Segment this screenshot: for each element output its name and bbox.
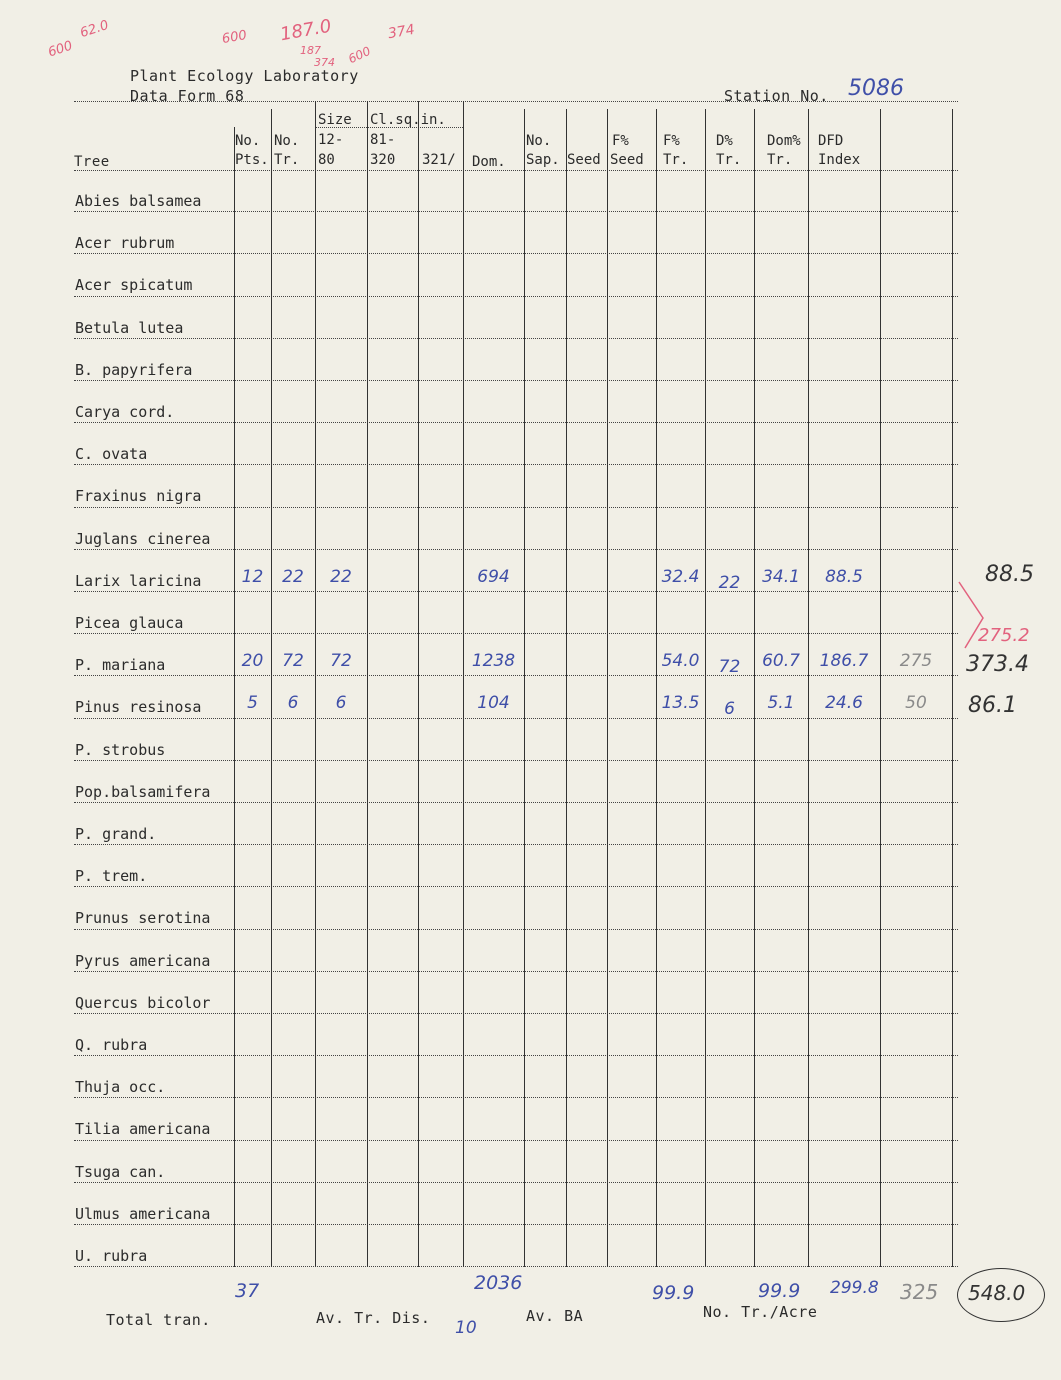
grid-hline xyxy=(74,802,958,803)
cell-dom[interactable]: 104 xyxy=(477,693,510,714)
grid-vline xyxy=(880,109,881,1267)
cell-pts[interactable]: 12 xyxy=(241,566,264,587)
grid-hline xyxy=(74,380,958,381)
grid-hline xyxy=(74,1266,958,1267)
cell-tr[interactable]: 72 xyxy=(282,651,304,672)
grid-vline xyxy=(463,101,464,1267)
tree-name: P. strobus xyxy=(75,740,166,759)
grid-hline xyxy=(74,1140,958,1141)
grid-vline xyxy=(566,109,567,1267)
grid-vline xyxy=(271,109,272,1267)
tree-name: Acer spicatum xyxy=(75,276,193,295)
cell-dfd[interactable]: 24.6 xyxy=(825,693,863,714)
dfd-total: 299.8 xyxy=(830,1278,879,1298)
form-name: Data Form 68 xyxy=(130,87,245,105)
tree-name: Pyrus americana xyxy=(75,951,211,970)
header-size-a-1: Size xyxy=(318,112,352,128)
header-no-pts-1: No. xyxy=(235,133,261,149)
cell-dfd[interactable]: 186.7 xyxy=(819,651,869,672)
grid-hline xyxy=(74,338,958,339)
grid-hline xyxy=(74,1224,958,1225)
cell-domtr[interactable]: 60.7 xyxy=(762,651,800,672)
tree-name: Q. rubra xyxy=(75,1036,148,1054)
av-ba-label: Av. BA xyxy=(526,1307,584,1325)
cell-tr[interactable]: 22 xyxy=(282,566,304,587)
cell-domtr[interactable]: 5.1 xyxy=(767,693,795,714)
grid-vline xyxy=(952,109,953,1267)
grid-hline xyxy=(74,675,958,676)
grid-hline xyxy=(74,844,958,845)
tree-name: P. trem. xyxy=(75,867,148,886)
header-size-b-3: 320 xyxy=(370,152,396,168)
grid-hline xyxy=(74,1097,958,1098)
tree-name: C. ovata xyxy=(75,445,148,464)
red-bracket-mark xyxy=(955,578,995,653)
tree-name: Prunus serotina xyxy=(75,909,211,928)
header-f-seed-2: Seed xyxy=(610,152,644,168)
grid-hline xyxy=(74,170,958,171)
tree-name: Tsuga can. xyxy=(75,1162,166,1181)
header-no-sap-1: No. xyxy=(526,133,552,149)
tree-name: Larix laricina xyxy=(75,571,202,590)
header-size-b-1: Cl.sq.in. xyxy=(370,112,446,128)
tree-name: Picea glauca xyxy=(75,614,184,632)
cell-dom[interactable]: 1238 xyxy=(471,651,516,672)
grid-vline xyxy=(524,109,525,1267)
cell-pts[interactable]: 5 xyxy=(247,693,258,714)
extra-total: 325 xyxy=(900,1280,939,1304)
grid-hline xyxy=(74,929,958,930)
header-seed: Seed xyxy=(567,152,601,168)
tree-name: Thuja occ. xyxy=(75,1078,166,1097)
tree-name: Juglans cinerea xyxy=(75,529,211,548)
grid-vline xyxy=(607,109,608,1267)
total-tran-value: 37 xyxy=(235,1280,260,1302)
tree-name: Ulmus americana xyxy=(75,1204,211,1223)
header-size-a-3: 80 xyxy=(318,152,335,168)
margin-larix: 88.5 xyxy=(985,562,1034,587)
grid-hline xyxy=(74,549,958,550)
grid-hline xyxy=(74,633,958,634)
f-total: 99.9 xyxy=(652,1282,695,1304)
tree-name: Abies balsamea xyxy=(75,192,202,210)
header-size-c: 321/ xyxy=(422,152,456,168)
top-note-1b: 62.0 xyxy=(78,17,111,42)
tree-name: Pinus resinosa xyxy=(75,698,202,717)
circled-total: 548.0 xyxy=(968,1281,1026,1305)
station-label: Station No. xyxy=(724,87,829,105)
header-no-sap-2: Sap. xyxy=(526,152,560,168)
tree-name: Tilia americana xyxy=(75,1120,211,1139)
header-size-a-2: 12- xyxy=(318,132,344,148)
grid-hline xyxy=(74,507,958,508)
grid-vline xyxy=(656,109,657,1267)
tree-name: Fraxinus nigra xyxy=(75,487,202,506)
lab-name: Plant Ecology Laboratory xyxy=(130,67,359,85)
header-dfd-1: DFD xyxy=(818,133,844,149)
cell-ftr[interactable]: 32.4 xyxy=(661,566,700,587)
cell-tr[interactable]: 6 xyxy=(287,693,299,714)
header-f-tr-1: F% xyxy=(663,133,680,149)
top-note-3b: 374 xyxy=(386,21,416,43)
av-tr-dis-label: Av. Tr. Dis. xyxy=(316,1309,431,1327)
header-no-tr-2: Tr. xyxy=(274,152,300,168)
cell-s1[interactable]: 72 xyxy=(330,651,352,672)
header-no-tr-1: No. xyxy=(274,133,300,149)
tree-name: P. grand. xyxy=(75,825,157,843)
grid-vline xyxy=(754,109,755,1267)
station-number[interactable]: 5086 xyxy=(848,76,904,101)
header-tree: Tree xyxy=(74,154,110,170)
grid-hline xyxy=(74,1013,958,1014)
tree-name: B. papyrifera xyxy=(75,360,193,379)
grid-vline xyxy=(705,109,706,1267)
cell-dtr[interactable]: 72 xyxy=(718,657,741,678)
tree-name: P. mariana xyxy=(75,656,166,675)
cell-ftr[interactable]: 54.0 xyxy=(661,651,700,672)
tree-name: Carya cord. xyxy=(75,403,175,421)
cell-s1[interactable]: 22 xyxy=(330,566,352,587)
header-f-tr-2: Tr. xyxy=(663,152,689,168)
grid-hline xyxy=(74,718,958,719)
grid-hline xyxy=(74,760,958,761)
grid-hline xyxy=(74,591,958,592)
header-no-pts-2: Pts. xyxy=(235,152,269,168)
tree-name: Acer rubrum xyxy=(75,234,175,253)
cell-s1[interactable]: 6 xyxy=(335,693,347,714)
dom-total: 2036 xyxy=(474,1272,523,1294)
cell-ftr[interactable]: 13.5 xyxy=(661,693,700,714)
tree-name: Pop.balsamifera xyxy=(75,782,211,801)
grid-hline xyxy=(74,422,958,423)
d-total: 99.9 xyxy=(758,1280,801,1302)
grid-hline xyxy=(74,1182,958,1183)
header-dfd-2: Index xyxy=(818,152,861,168)
tree-name: Betula lutea xyxy=(75,318,184,337)
top-note-2c: 187 xyxy=(300,44,321,57)
margin-mariana-red: 275.2 xyxy=(978,625,1030,646)
header-dom-tr-1: Dom% xyxy=(767,133,801,149)
grid-vline xyxy=(367,101,368,1267)
cell-dtr[interactable]: 22 xyxy=(718,572,741,593)
total-tran-label: Total tran. xyxy=(106,1311,211,1329)
cell-dom[interactable]: 694 xyxy=(477,566,510,587)
grid-hline xyxy=(74,464,958,465)
grid-vline xyxy=(808,109,809,1267)
cell-pts[interactable]: 20 xyxy=(241,651,264,672)
header-dom: Dom. xyxy=(472,154,506,170)
margin-mariana: 373.4 xyxy=(966,652,1029,677)
no-tr-acre-label: No. Tr./Acre xyxy=(703,1303,818,1321)
header-dom-tr-2: Tr. xyxy=(767,152,793,168)
cell-domtr[interactable]: 34.1 xyxy=(762,566,800,587)
header-d-tr-2: Tr. xyxy=(716,152,742,168)
cell-extra[interactable]: 50 xyxy=(905,693,927,714)
tree-name: U. rubra xyxy=(75,1247,148,1265)
grid-hline xyxy=(74,253,958,254)
grid-hline xyxy=(74,1055,958,1056)
top-note-2b: 187.0 xyxy=(278,15,333,46)
top-note-2: 600 xyxy=(220,27,248,48)
header-size-b-2: 81- xyxy=(370,132,396,148)
margin-resinosa: 86.1 xyxy=(968,693,1017,718)
grid-hline xyxy=(74,971,958,972)
cell-dtr[interactable]: 6 xyxy=(724,699,735,720)
cell-extra[interactable]: 275 xyxy=(899,651,933,672)
top-note-1: 600 xyxy=(46,38,75,61)
grid-hline xyxy=(74,211,958,212)
top-note-2d: 374 xyxy=(314,56,335,69)
header-f-seed-1: F% xyxy=(612,133,629,149)
grid-vline xyxy=(315,101,316,1267)
tree-name: Quercus bicolor xyxy=(75,993,211,1012)
header-d-tr-1: D% xyxy=(716,133,733,149)
top-note-3: 600 xyxy=(346,43,373,67)
grid-hline xyxy=(74,101,958,102)
av-tr-dis-value: 10 xyxy=(455,1318,477,1338)
cell-dfd[interactable]: 88.5 xyxy=(825,566,863,587)
grid-vline xyxy=(418,101,419,1267)
grid-hline xyxy=(74,296,958,297)
grid-hline xyxy=(74,886,958,887)
